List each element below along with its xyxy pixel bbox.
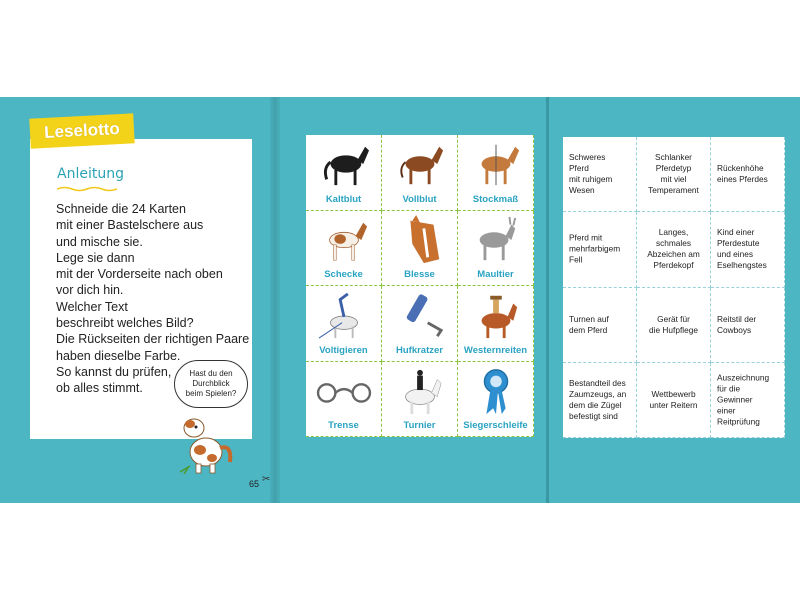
speech-bubble-line: beim Spielen? — [185, 389, 237, 398]
vaulting-icon — [314, 290, 374, 340]
instruction-line: und mische sie. — [56, 234, 143, 249]
text-card-line: Reitprüfung — [717, 416, 760, 427]
page-title: Leselotto — [29, 113, 134, 148]
text-card[interactable] — [711, 363, 785, 438]
mule-icon — [466, 215, 526, 265]
picture-card[interactable] — [382, 135, 458, 211]
instruction-line: So kannst du prüfen, — [56, 364, 172, 379]
hoof-pick-icon — [390, 290, 450, 340]
western-rider-icon — [466, 290, 526, 340]
text-card-line: Schlanker — [655, 152, 692, 163]
text-card-line: Pferdekopf — [653, 260, 694, 271]
text-card-line: befestigt sind — [569, 410, 618, 421]
text-card-line: Kind einer — [717, 227, 755, 238]
text-card-content — [641, 152, 706, 196]
picture-card-grid — [306, 135, 534, 437]
text-card-line: Fell — [569, 254, 583, 265]
picture-card-label: Vollblut — [402, 193, 437, 205]
text-card-line: eines Pferdes — [717, 174, 768, 185]
text-card[interactable] — [711, 288, 785, 363]
text-card-line: Auszeichnung — [717, 372, 770, 383]
squiggle-underline — [57, 186, 117, 192]
picture-card-label: Hufkratzer — [396, 344, 443, 356]
text-card-line: Wesen — [569, 185, 595, 196]
picture-card[interactable] — [306, 362, 382, 438]
text-card-content — [715, 227, 780, 271]
page-number: 65 — [249, 479, 260, 489]
text-card-line: dem Pferd — [569, 324, 608, 335]
page-gutter — [270, 97, 280, 503]
text-card-content — [567, 378, 632, 422]
text-card-line: einer — [717, 405, 736, 416]
text-card-line: dem die Zügel — [569, 399, 622, 410]
text-card-line: Zaumzeugs, an — [569, 388, 627, 399]
picture-card-label: Blesse — [404, 269, 435, 280]
text-card-line: Bestandteil des — [569, 377, 626, 388]
text-card-line: Pferdetyp — [655, 163, 692, 174]
picture-card-label: Schecke — [324, 269, 363, 280]
text-card-line: Pferd — [569, 163, 589, 174]
picture-card-label: Stockmaß — [472, 193, 519, 205]
picture-card-label: Westernreiten — [463, 344, 528, 356]
text-card[interactable] — [563, 363, 637, 438]
pony-mascot-icon — [176, 408, 236, 476]
text-card[interactable] — [563, 212, 637, 287]
text-card-line: Gerät für — [657, 313, 690, 324]
text-card-line: mit ruhigem — [569, 174, 613, 185]
text-card-line: Rückenhöhe — [717, 163, 764, 174]
text-card-content — [715, 163, 780, 185]
text-card-line: Temperament — [648, 185, 699, 196]
text-card-line: Cowboys — [717, 324, 752, 335]
text-card[interactable] — [637, 363, 711, 438]
scissors-icon: ✂ — [262, 474, 271, 485]
black-horse-icon — [314, 139, 374, 189]
picture-card-label: Trense — [328, 420, 359, 431]
brown-horse-icon — [390, 139, 450, 189]
picture-card[interactable] — [382, 362, 458, 438]
instruction-line: Welcher Text — [56, 299, 128, 314]
rosette-icon — [466, 366, 526, 416]
text-card-line: Pferdestute — [717, 238, 760, 249]
instruction-line: mit einer Bastelschere aus — [56, 218, 204, 233]
instruction-line: Schneide die 24 Karten — [56, 202, 186, 216]
text-card-line: die Hufpflege — [649, 324, 698, 335]
picture-card[interactable] — [458, 286, 534, 362]
text-card-line: Abzeichen am — [647, 249, 700, 260]
text-card[interactable] — [711, 212, 785, 287]
picture-card[interactable] — [382, 286, 458, 362]
horse-height-icon — [466, 139, 526, 189]
instruction-line: haben dieselbe Farbe. — [56, 348, 181, 363]
instructions-heading: Anleitung — [57, 166, 124, 182]
picture-card[interactable] — [306, 211, 382, 287]
picture-card-label: Kaltblut — [325, 193, 362, 205]
text-card-line: Eselhengstes — [717, 260, 767, 271]
text-card-line: Schweres — [569, 152, 606, 163]
picture-card[interactable] — [306, 135, 382, 211]
text-card-content — [567, 152, 632, 196]
text-card-line: Langes, — [658, 227, 689, 238]
text-card[interactable] — [637, 288, 711, 363]
picture-card-label: Turnier — [403, 420, 436, 431]
text-card-line: Reitstil der — [717, 313, 757, 324]
instruction-line: mit der Vorderseite nach oben — [56, 267, 223, 282]
text-card-content — [567, 233, 632, 266]
bit-icon — [314, 366, 374, 416]
text-card[interactable] — [563, 288, 637, 363]
picture-card-label: Voltigieren — [319, 344, 368, 356]
instruction-line: beschreibt welches Bild? — [56, 316, 194, 331]
text-card-line: für die — [717, 383, 741, 394]
text-card-grid — [563, 137, 785, 438]
text-card[interactable] — [711, 137, 785, 212]
pinto-horse-icon — [314, 215, 374, 265]
speech-bubble-line: Hast du den — [189, 369, 233, 378]
picture-card[interactable] — [458, 362, 534, 438]
text-card-content — [641, 227, 706, 271]
text-card-line: mehrfarbigem — [569, 243, 621, 254]
instruction-line: ob alles stimmt. — [56, 381, 143, 396]
speech-bubble — [174, 360, 248, 408]
instruction-line: Die Rückseiten der richtigen Paare — [56, 332, 250, 347]
text-card-line: Turnen auf — [569, 313, 609, 324]
picture-card-label: Siegerschleife — [463, 420, 528, 431]
instruction-line: Lege sie dann — [56, 250, 135, 265]
text-card[interactable] — [637, 212, 711, 287]
page-divider — [546, 97, 549, 503]
dressage-rider-icon — [390, 366, 450, 416]
text-card-line: Gewinner — [717, 394, 753, 405]
text-card-content — [567, 314, 632, 336]
instruction-line: vor dich hin. — [56, 283, 124, 298]
text-card-line: unter Reitern — [649, 399, 698, 410]
speech-bubble-line: Durchblick — [192, 379, 230, 388]
picture-card[interactable] — [458, 211, 534, 287]
text-card-line: mit viel — [660, 174, 687, 185]
text-card-content — [641, 314, 706, 336]
text-card-line: Pferd mit — [569, 232, 603, 243]
text-card[interactable] — [563, 137, 637, 212]
text-card-content — [715, 314, 780, 336]
text-card-line: schmales — [655, 238, 692, 249]
horse-head-icon — [390, 215, 450, 265]
picture-card[interactable] — [306, 286, 382, 362]
text-card[interactable] — [637, 137, 711, 212]
text-card-line: Wettbewerb — [651, 388, 696, 399]
picture-card[interactable] — [458, 135, 534, 211]
picture-card[interactable] — [382, 211, 458, 287]
text-card-content — [715, 372, 780, 427]
picture-card-label: Maultier — [477, 269, 514, 280]
text-card-content — [641, 389, 706, 411]
text-card-line: und eines — [717, 249, 753, 260]
